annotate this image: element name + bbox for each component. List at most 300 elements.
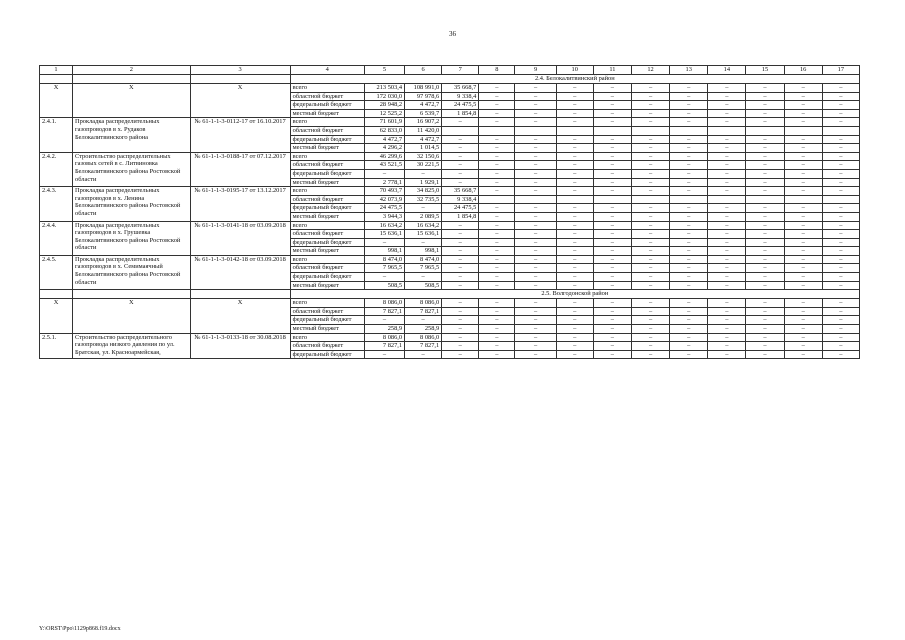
amount-cell: 1 854,8 <box>442 109 479 118</box>
amount-cell: – <box>822 264 859 273</box>
amount-cell: – <box>708 350 746 359</box>
amount-cell: – <box>556 84 593 93</box>
amount-cell: – <box>479 84 515 93</box>
amount-cell: 998,1 <box>405 247 442 256</box>
amount-cell: 172 030,0 <box>364 92 404 101</box>
amount-cell: 7 965,5 <box>405 264 442 273</box>
amount-cell: – <box>364 273 404 282</box>
amount-cell: – <box>479 101 515 110</box>
amount-cell: – <box>556 161 593 170</box>
amount-cell: 8 474,0 <box>405 255 442 264</box>
amount-cell: – <box>708 247 746 256</box>
amount-cell <box>784 126 822 135</box>
amount-cell: – <box>784 238 822 247</box>
amount-cell: – <box>442 161 479 170</box>
amount-cell: 2 778,1 <box>364 178 404 187</box>
amount-cell: – <box>784 264 822 273</box>
amount-cell: – <box>708 307 746 316</box>
amount-cell: – <box>670 238 708 247</box>
amount-cell: 11 420,0 <box>405 126 442 135</box>
amount-cell: – <box>822 325 859 334</box>
amount-cell: – <box>670 178 708 187</box>
amount-cell: 15 636,1 <box>364 230 404 239</box>
amount-cell: – <box>631 204 669 213</box>
amount-cell: – <box>631 325 669 334</box>
amount-cell: – <box>822 152 859 161</box>
amount-cell: – <box>364 316 404 325</box>
column-number-cell: 15 <box>746 66 784 75</box>
amount-cell: 258,9 <box>364 325 404 334</box>
amount-cell <box>670 195 708 204</box>
amount-cell: – <box>515 255 556 264</box>
amount-cell: – <box>746 325 784 334</box>
amount-cell: – <box>364 238 404 247</box>
amount-cell: – <box>631 161 669 170</box>
amount-cell: – <box>784 247 822 256</box>
document-number: № 61-1-1-3-0142-18 от 03.09.2018 <box>190 255 290 289</box>
amount-cell: – <box>515 264 556 273</box>
amount-cell: – <box>556 325 593 334</box>
amount-cell <box>515 126 556 135</box>
amount-cell: – <box>631 316 669 325</box>
amount-cell: – <box>515 135 556 144</box>
amount-cell: – <box>784 273 822 282</box>
amount-cell: 213 503,4 <box>364 84 404 93</box>
amount-cell: – <box>442 221 479 230</box>
amount-cell: – <box>515 299 556 308</box>
amount-cell: – <box>515 169 556 178</box>
amount-cell: – <box>784 333 822 342</box>
amount-cell: – <box>556 135 593 144</box>
item-number: 2.4.1. <box>40 118 73 152</box>
funding-source: всего <box>290 84 364 93</box>
amount-cell: – <box>708 299 746 308</box>
amount-cell: – <box>822 84 859 93</box>
amount-cell: – <box>515 247 556 256</box>
amount-cell: – <box>670 135 708 144</box>
page-number: 36 <box>449 30 456 38</box>
amount-cell: 4 472,7 <box>364 135 404 144</box>
amount-cell <box>556 195 593 204</box>
amount-cell: – <box>631 84 669 93</box>
amount-cell <box>822 126 859 135</box>
funding-source: всего <box>290 221 364 230</box>
amount-cell: – <box>631 187 669 196</box>
amount-cell: – <box>556 212 593 221</box>
amount-cell: – <box>593 161 631 170</box>
amount-cell: – <box>670 152 708 161</box>
item-number: 2.4.3. <box>40 187 73 221</box>
amount-cell: – <box>593 247 631 256</box>
amount-cell: – <box>556 230 593 239</box>
amount-cell: – <box>670 84 708 93</box>
amount-cell: – <box>631 350 669 359</box>
amount-cell: – <box>822 299 859 308</box>
column-number-cell: 3 <box>190 66 290 75</box>
section-title-row <box>40 290 860 299</box>
amount-cell: – <box>670 204 708 213</box>
amount-cell: – <box>784 342 822 351</box>
amount-cell: – <box>515 325 556 334</box>
amount-cell <box>708 126 746 135</box>
amount-cell: 24 475,5 <box>442 204 479 213</box>
amount-cell: 2 089,5 <box>405 212 442 221</box>
amount-cell: – <box>479 325 515 334</box>
column-number-cell: 14 <box>708 66 746 75</box>
funding-source: федеральный бюджет <box>290 135 364 144</box>
column-number-cell: 17 <box>822 66 859 75</box>
amount-cell: – <box>822 178 859 187</box>
amount-cell: – <box>670 187 708 196</box>
amount-cell: – <box>479 169 515 178</box>
amount-cell: – <box>746 221 784 230</box>
document-number: № 61-1-1-3-0112-17 от 16.10.2017 <box>190 118 290 152</box>
amount-cell: – <box>708 169 746 178</box>
funding-source: всего <box>290 187 364 196</box>
amount-cell: – <box>708 230 746 239</box>
table-row <box>40 221 860 230</box>
amount-cell: – <box>631 281 669 290</box>
amount-cell: – <box>708 273 746 282</box>
empty-cell <box>73 75 191 84</box>
amount-cell: – <box>479 307 515 316</box>
funding-source: всего <box>290 255 364 264</box>
amount-cell: – <box>746 230 784 239</box>
amount-cell: – <box>670 169 708 178</box>
amount-cell: – <box>822 238 859 247</box>
object-name: X <box>73 84 191 118</box>
amount-cell: – <box>631 178 669 187</box>
amount-cell: – <box>593 135 631 144</box>
amount-cell: – <box>479 230 515 239</box>
amount-cell: – <box>708 204 746 213</box>
amount-cell: – <box>479 273 515 282</box>
amount-cell: – <box>556 247 593 256</box>
column-number-cell: 5 <box>364 66 404 75</box>
amount-cell: – <box>670 264 708 273</box>
amount-cell: – <box>670 92 708 101</box>
item-number: X <box>40 84 73 118</box>
item-number: 2.5.1. <box>40 333 73 359</box>
amount-cell: – <box>556 152 593 161</box>
amount-cell <box>593 195 631 204</box>
amount-cell: – <box>405 204 442 213</box>
column-number-cell: 8 <box>479 66 515 75</box>
amount-cell: – <box>746 92 784 101</box>
amount-cell: – <box>746 316 784 325</box>
amount-cell: – <box>670 101 708 110</box>
amount-cell: – <box>746 178 784 187</box>
amount-cell: – <box>556 178 593 187</box>
funding-source: федеральный бюджет <box>290 169 364 178</box>
amount-cell: – <box>784 187 822 196</box>
funding-source: местный бюджет <box>290 144 364 153</box>
amount-cell: – <box>631 169 669 178</box>
document-number: X <box>190 84 290 118</box>
amount-cell: – <box>708 109 746 118</box>
amount-cell: – <box>670 325 708 334</box>
amount-cell: 7 827,1 <box>405 342 442 351</box>
amount-cell: – <box>442 350 479 359</box>
amount-cell: – <box>479 247 515 256</box>
amount-cell: – <box>593 109 631 118</box>
funding-source: областной бюджет <box>290 264 364 273</box>
funding-source: местный бюджет <box>290 281 364 290</box>
amount-cell: 97 978,6 <box>405 92 442 101</box>
amount-cell: – <box>822 247 859 256</box>
amount-cell: – <box>515 342 556 351</box>
amount-cell: – <box>556 144 593 153</box>
amount-cell: – <box>479 118 515 127</box>
amount-cell: – <box>479 238 515 247</box>
amount-cell: – <box>708 178 746 187</box>
amount-cell: – <box>593 118 631 127</box>
amount-cell: – <box>479 264 515 273</box>
document-number: № 61-1-1-3-0188-17 от 07.12.2017 <box>190 152 290 186</box>
funding-source: федеральный бюджет <box>290 204 364 213</box>
amount-cell <box>556 126 593 135</box>
funding-source: всего <box>290 333 364 342</box>
funding-source: местный бюджет <box>290 212 364 221</box>
item-number: 2.4.5. <box>40 255 73 289</box>
amount-cell: – <box>708 135 746 144</box>
amount-cell: – <box>784 316 822 325</box>
amount-cell: – <box>479 187 515 196</box>
amount-cell: – <box>556 299 593 308</box>
column-number-cell: 1 <box>40 66 73 75</box>
amount-cell: – <box>708 212 746 221</box>
amount-cell: – <box>593 273 631 282</box>
amount-cell: 8 086,0 <box>364 299 404 308</box>
amount-cell: – <box>556 333 593 342</box>
amount-cell: 32 150,6 <box>405 152 442 161</box>
amount-cell: – <box>556 109 593 118</box>
amount-cell: – <box>708 333 746 342</box>
amount-cell: – <box>746 118 784 127</box>
amount-cell: – <box>670 255 708 264</box>
document-number: № 61-1-1-3-0195-17 от 13.12.2017 <box>190 187 290 221</box>
table-row <box>40 333 860 342</box>
amount-cell: – <box>822 204 859 213</box>
amount-cell: – <box>556 221 593 230</box>
funding-source: областной бюджет <box>290 195 364 204</box>
amount-cell: – <box>708 84 746 93</box>
amount-cell: 46 299,6 <box>364 152 404 161</box>
amount-cell: – <box>442 178 479 187</box>
amount-cell: – <box>631 118 669 127</box>
amount-cell: – <box>746 307 784 316</box>
amount-cell: 8 086,0 <box>405 299 442 308</box>
funding-source: областной бюджет <box>290 161 364 170</box>
amount-cell <box>631 195 669 204</box>
amount-cell: – <box>442 135 479 144</box>
amount-cell: – <box>784 135 822 144</box>
amount-cell: – <box>822 169 859 178</box>
amount-cell: – <box>822 212 859 221</box>
amount-cell: – <box>784 281 822 290</box>
document-number: X <box>190 299 290 333</box>
table-row <box>40 299 860 308</box>
amount-cell: – <box>822 135 859 144</box>
amount-cell: – <box>784 84 822 93</box>
amount-cell: – <box>364 350 404 359</box>
amount-cell: – <box>405 238 442 247</box>
amount-cell: – <box>593 187 631 196</box>
column-number-cell: 7 <box>442 66 479 75</box>
table-row <box>40 84 860 93</box>
amount-cell: 42 073,9 <box>364 195 404 204</box>
amount-cell: – <box>708 92 746 101</box>
amount-cell: 998,1 <box>364 247 404 256</box>
amount-cell: 7 827,1 <box>364 342 404 351</box>
amount-cell: 1 014,5 <box>405 144 442 153</box>
amount-cell: – <box>631 264 669 273</box>
amount-cell: – <box>442 333 479 342</box>
amount-cell: – <box>708 238 746 247</box>
amount-cell: – <box>515 178 556 187</box>
amount-cell: – <box>593 221 631 230</box>
amount-cell: – <box>593 84 631 93</box>
table-row <box>40 187 860 196</box>
amount-cell: – <box>784 221 822 230</box>
amount-cell: 16 634,2 <box>405 221 442 230</box>
amount-cell: – <box>746 144 784 153</box>
amount-cell: – <box>515 109 556 118</box>
section-title: 2.5. Волгодонской район <box>290 290 859 299</box>
amount-cell: – <box>631 152 669 161</box>
amount-cell: – <box>442 299 479 308</box>
amount-cell: – <box>670 221 708 230</box>
amount-cell: – <box>479 221 515 230</box>
empty-cell <box>190 75 290 84</box>
amount-cell: – <box>708 161 746 170</box>
amount-cell: – <box>784 118 822 127</box>
item-number: 2.4.2. <box>40 152 73 186</box>
amount-cell: – <box>479 299 515 308</box>
amount-cell: – <box>405 350 442 359</box>
amount-cell: – <box>784 212 822 221</box>
amount-cell: – <box>593 325 631 334</box>
amount-cell: – <box>784 204 822 213</box>
amount-cell: – <box>746 109 784 118</box>
amount-cell: – <box>746 212 784 221</box>
amount-cell: – <box>746 204 784 213</box>
amount-cell: – <box>593 342 631 351</box>
amount-cell: – <box>556 273 593 282</box>
amount-cell: – <box>631 144 669 153</box>
amount-cell <box>670 126 708 135</box>
amount-cell: 4 296,2 <box>364 144 404 153</box>
amount-cell: 30 221,5 <box>405 161 442 170</box>
amount-cell: – <box>784 152 822 161</box>
amount-cell: – <box>405 169 442 178</box>
amount-cell: – <box>746 161 784 170</box>
amount-cell: – <box>479 92 515 101</box>
amount-cell: – <box>822 161 859 170</box>
amount-cell: – <box>670 161 708 170</box>
amount-cell: – <box>708 325 746 334</box>
amount-cell: – <box>515 238 556 247</box>
amount-cell: – <box>515 92 556 101</box>
amount-cell: – <box>631 247 669 256</box>
amount-cell: – <box>746 281 784 290</box>
amount-cell: – <box>479 212 515 221</box>
funding-source: федеральный бюджет <box>290 273 364 282</box>
amount-cell: – <box>442 144 479 153</box>
amount-cell: 16 634,2 <box>364 221 404 230</box>
amount-cell: – <box>593 152 631 161</box>
amount-cell: – <box>479 204 515 213</box>
funding-source: областной бюджет <box>290 307 364 316</box>
amount-cell: – <box>746 273 784 282</box>
amount-cell: – <box>479 135 515 144</box>
amount-cell: 16 907,2 <box>405 118 442 127</box>
amount-cell: – <box>556 307 593 316</box>
amount-cell: – <box>593 204 631 213</box>
amount-cell: – <box>556 264 593 273</box>
amount-cell: – <box>822 109 859 118</box>
amount-cell: – <box>670 342 708 351</box>
object-name: Прокладка распределительных газопроводов в х. Семимаячный Белокалитвинского района Ростовской области <box>73 255 191 289</box>
amount-cell: 7 965,5 <box>364 264 404 273</box>
amount-cell: – <box>784 299 822 308</box>
amount-cell: – <box>515 84 556 93</box>
column-number-cell: 13 <box>670 66 708 75</box>
column-number-cell: 2 <box>73 66 191 75</box>
amount-cell: – <box>515 212 556 221</box>
amount-cell: 24 475,5 <box>364 204 404 213</box>
amount-cell: – <box>593 333 631 342</box>
amount-cell: – <box>784 325 822 334</box>
amount-cell: – <box>746 333 784 342</box>
empty-cell <box>40 75 73 84</box>
amount-cell: 24 475,5 <box>442 101 479 110</box>
amount-cell: 7 827,1 <box>364 307 404 316</box>
amount-cell: – <box>479 161 515 170</box>
amount-cell: – <box>670 316 708 325</box>
amount-cell <box>746 195 784 204</box>
amount-cell <box>479 126 515 135</box>
funding-source: местный бюджет <box>290 325 364 334</box>
amount-cell: – <box>479 281 515 290</box>
amount-cell: – <box>631 109 669 118</box>
amount-cell <box>784 195 822 204</box>
object-name: Строительство распределительного газопровода низкого давления по ул. Братская, ул. Красноармейская, <box>73 333 191 359</box>
empty-cell <box>40 290 73 299</box>
amount-cell: – <box>631 238 669 247</box>
amount-cell: – <box>442 152 479 161</box>
amount-cell: – <box>631 307 669 316</box>
amount-cell: – <box>515 221 556 230</box>
funding-source: областной бюджет <box>290 342 364 351</box>
amount-cell: 4 472,7 <box>405 135 442 144</box>
amount-cell: 1 854,8 <box>442 212 479 221</box>
amount-cell: – <box>822 342 859 351</box>
amount-cell: – <box>442 316 479 325</box>
amount-cell: – <box>556 204 593 213</box>
amount-cell: – <box>556 101 593 110</box>
amount-cell: 62 833,0 <box>364 126 404 135</box>
amount-cell: – <box>822 144 859 153</box>
amount-cell: – <box>822 101 859 110</box>
amount-cell: – <box>515 152 556 161</box>
amount-cell: – <box>746 299 784 308</box>
amount-cell: – <box>670 212 708 221</box>
amount-cell: – <box>784 255 822 264</box>
amount-cell: – <box>631 101 669 110</box>
amount-cell: – <box>515 350 556 359</box>
column-number-cell: 11 <box>593 66 631 75</box>
